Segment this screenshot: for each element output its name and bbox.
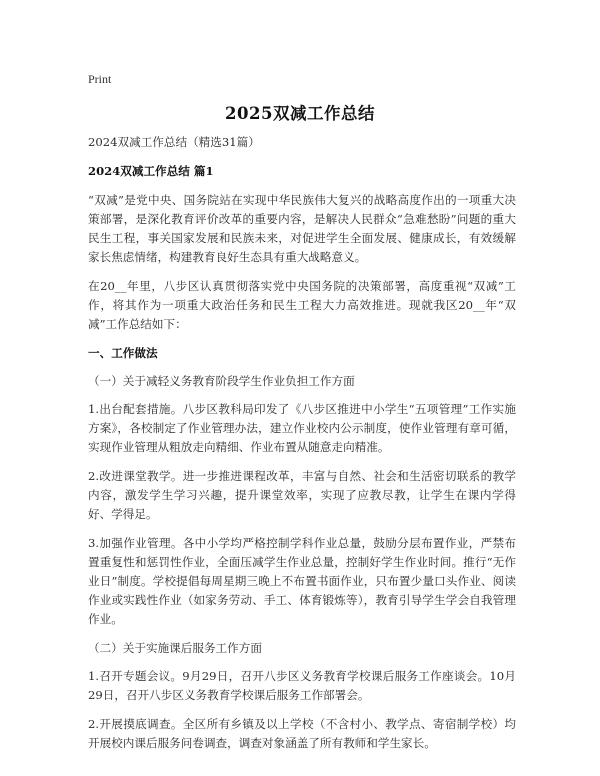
subheading-after-school-service: （二）关于实施课后服务工作方面 [88,641,262,655]
subheading-homework-burden: （一）关于减轻义务教育阶段学生作业负担工作方面 [88,374,355,388]
list-item: 2.改进课堂教学。进一步推进课程改革，丰富与自然、社会和生活密切联系的教学内容，激发学生学习兴趣，提升课堂效率，实现了应教尽教，让学生在课内学得好、学得足。 [88,469,516,521]
print-label[interactable]: Print [88,72,112,86]
document-body [88,133,516,763]
list-item: 2.开展摸底调查。全区所有乡镇及以上学校（不含村小、教学点、寄宿制学校）均开展校内课后服务问卷调查，调查对象涵盖了所有教师和学生家长。 [88,717,516,750]
document-title: 2025双减工作总结 [225,104,375,123]
intro-paragraph: 在20__年里，八步区认真贯彻落实党中央国务院的决策部署，高度重视“双减”工作，将其作为一项重大政治任务和民生工程大力高效推进。现就我区20__年“双减”工作总结如下： [88,279,516,331]
list-item: 3.加强作业管理。各中小学均严格控制学科作业总量，鼓励分层布置作业，严禁布置重复性和惩罚性作业，全面压减学生作业总量，控制好学生作业时间。推行“无作业日”制度。学校提倡每周星期三晚上不布置书面作业，只布置少量口头作业、阅读作业或实践性作业（如家务劳动、手工、体育锻炼等），教育引导学生学会自我管理作业。 [88,536,516,626]
document-subtitle: 2024双减工作总结（精选31篇） [88,135,260,149]
intro-paragraph: “双减”是党中央、国务院站在实现中华民族伟大复兴的战略高度作出的一项重大决策部署，是深化教育评价改革的重要内容，是解决人民群众“急难愁盼”问题的重大民生工程，事关国家发展和民族未来，对促进学生全面发展、健康成长，有效缓解家长焦虑情绪，构建教育良好生态具有重大战略意义。 [88,193,516,264]
list-item: 1.出台配套措施。八步区教科局印发了《八步区推进中小学生“五项管理”工作实施方案》，各校制定了作业管理办法，建立作业校内公示制度，使作业管理有章可循，实现作业管理从粗放走向精细、作业布置从随意走向精准。 [88,402,516,454]
list-item: 1.召开专题会议。9月29日，召开八步区义务教育学校课后服务工作座谈会。10月29日，召开八步区义务教育学校课后服务工作部署会。 [88,669,516,702]
heading-work-methods: 一、工作做法 [88,346,158,360]
section-heading: 2024双减工作总结 篇1 [88,164,214,178]
